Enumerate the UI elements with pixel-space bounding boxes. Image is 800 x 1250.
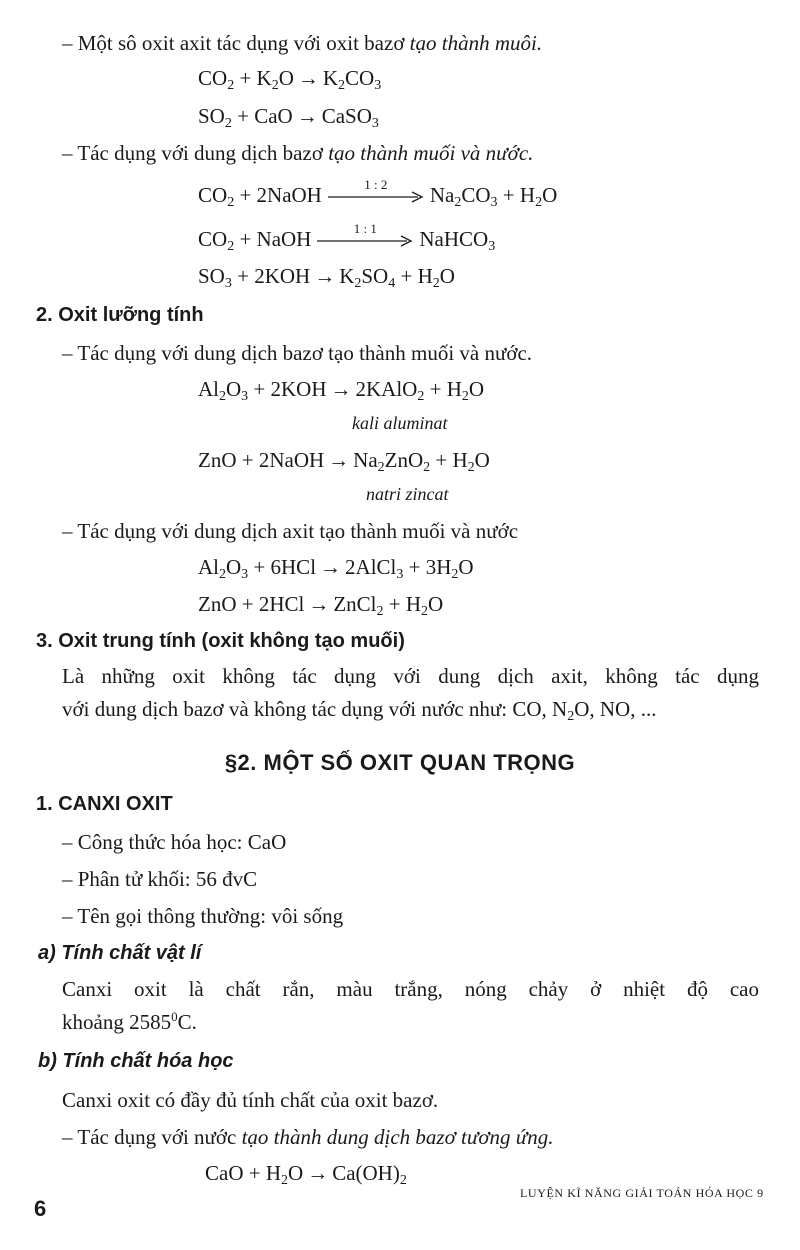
arrow-icon: → bbox=[320, 555, 342, 579]
ratio-label: 1 : 1 bbox=[353, 221, 377, 236]
text-plain: – Một sô oxit axit tác dụng với oxit bazơ bbox=[62, 31, 410, 55]
text-line bbox=[62, 1124, 554, 1150]
text-line: – Tác dụng với dung dịch bazơ tạo thành muối và nước. bbox=[62, 341, 533, 365]
paragraph-line: với dung dịch bazơ và không tác dụng với nước như: CO, $N_2O$, NO, ... bbox=[62, 697, 657, 724]
arrow-icon: → bbox=[307, 1161, 329, 1185]
equation: $Al_2O_3 + 2KOH$ → 2KAlO$_2$ + $H_2O$ bbox=[198, 377, 485, 404]
heading-calcium-oxide: 1. CANXI OXIT bbox=[36, 793, 173, 815]
long-arrow-icon bbox=[315, 226, 415, 252]
arrow-icon: → bbox=[330, 377, 352, 401]
arrow-icon: → bbox=[297, 66, 319, 90]
equation: $CO_2$ + NaOH 1 : 1 NaHCO$_3$ bbox=[198, 221, 496, 254]
equation: $SO_3 + 2KOH \to K_2SO_4 + H_2O$ bbox=[198, 264, 455, 291]
equation: ZnO + 2NaOH → $Na_2ZnO_2 + H_2O$ bbox=[198, 448, 490, 475]
text-line: Canxi oxit có đầy đủ tính chất của oxit bazơ. bbox=[62, 1088, 439, 1112]
long-arrow-icon bbox=[326, 182, 426, 208]
arrow-icon: → bbox=[314, 264, 336, 288]
running-footer: LUYỆN KĨ NĂNG GIẢI TOÁN HÓA HỌC 9 bbox=[520, 1186, 764, 1200]
arrow-icon: → bbox=[308, 592, 330, 616]
heading-amphoteric-oxide: 2. Oxit lưỡng tính bbox=[36, 304, 204, 326]
text-italic: tạo thành dung dịch bazơ tương ứng. bbox=[241, 1125, 554, 1149]
text-line bbox=[62, 140, 533, 166]
arrow-icon: → bbox=[328, 448, 350, 472]
arrow-icon: → bbox=[296, 104, 318, 128]
paragraph-line: Là những oxit không tác dụng với dung dịch axit, không tác dụng bbox=[62, 664, 759, 688]
equation: ZnO + 2HCl → ZnCl$_2$ + $H_2O$ bbox=[198, 592, 444, 619]
subheading-chemical-properties: b) Tính chất hóa học bbox=[38, 1050, 234, 1072]
ratio-arrow bbox=[326, 177, 426, 208]
text-plain: – Tác dụng với nước bbox=[62, 1125, 242, 1149]
page-number: 6 bbox=[34, 1196, 47, 1221]
paragraph-line: khoảng 2585$^0$C. bbox=[62, 1009, 197, 1034]
text-plain: – Tác dụng với dung dịch bazơ bbox=[62, 141, 329, 165]
subheading-physical-properties: a) Tính chất vật lí bbox=[38, 942, 202, 964]
compound-name-note: natri zincat bbox=[366, 484, 449, 504]
paragraph-line: Canxi oxit là chất rắn, màu trắng, nóng chảy ở nhiệt độ cao bbox=[62, 977, 759, 1001]
section-title: §2. MỘT SỐ OXIT QUAN TRỌNG bbox=[224, 750, 576, 775]
equation: $CO_2$ + 2NaOH 1 : 2 $Na_2CO_3 + H_2O$ bbox=[198, 177, 558, 210]
equation: CaO + $H_2O \to Ca(OH)_2$ bbox=[205, 1161, 407, 1188]
text-line bbox=[62, 30, 542, 56]
text-line: – Công thức hóa học: CaO bbox=[62, 830, 287, 854]
text-line: – Tác dụng với dung dịch axit tạo thành muối và nước bbox=[62, 519, 519, 543]
compound-name-note: kali aluminat bbox=[352, 413, 448, 433]
text-italic: tạo thành muối và nước. bbox=[328, 141, 534, 165]
text-italic: tạo thành muôi. bbox=[409, 31, 543, 55]
paragraph-neutral-oxide bbox=[62, 660, 759, 726]
ratio-label: 1 : 2 bbox=[364, 177, 388, 192]
heading-neutral-oxide: 3. Oxit trung tính (oxit không tạo muối) bbox=[36, 630, 405, 652]
equation: $CO_2 + K_2O \to K_2CO_3$ bbox=[198, 66, 382, 93]
text-line: – Phân tử khối: 56 đvC bbox=[62, 867, 258, 891]
equation: $SO_2$ + CaO → CaSO$_3$ bbox=[198, 104, 379, 131]
paragraph-physical-properties bbox=[62, 973, 759, 1039]
ratio-arrow bbox=[315, 221, 415, 252]
equation: $Al_2O_3 + 6HCl$ → 2AlCl$_3$ + $3H_2O$ bbox=[198, 555, 474, 582]
text-line: – Tên gọi thông thường: vôi sống bbox=[62, 904, 344, 928]
